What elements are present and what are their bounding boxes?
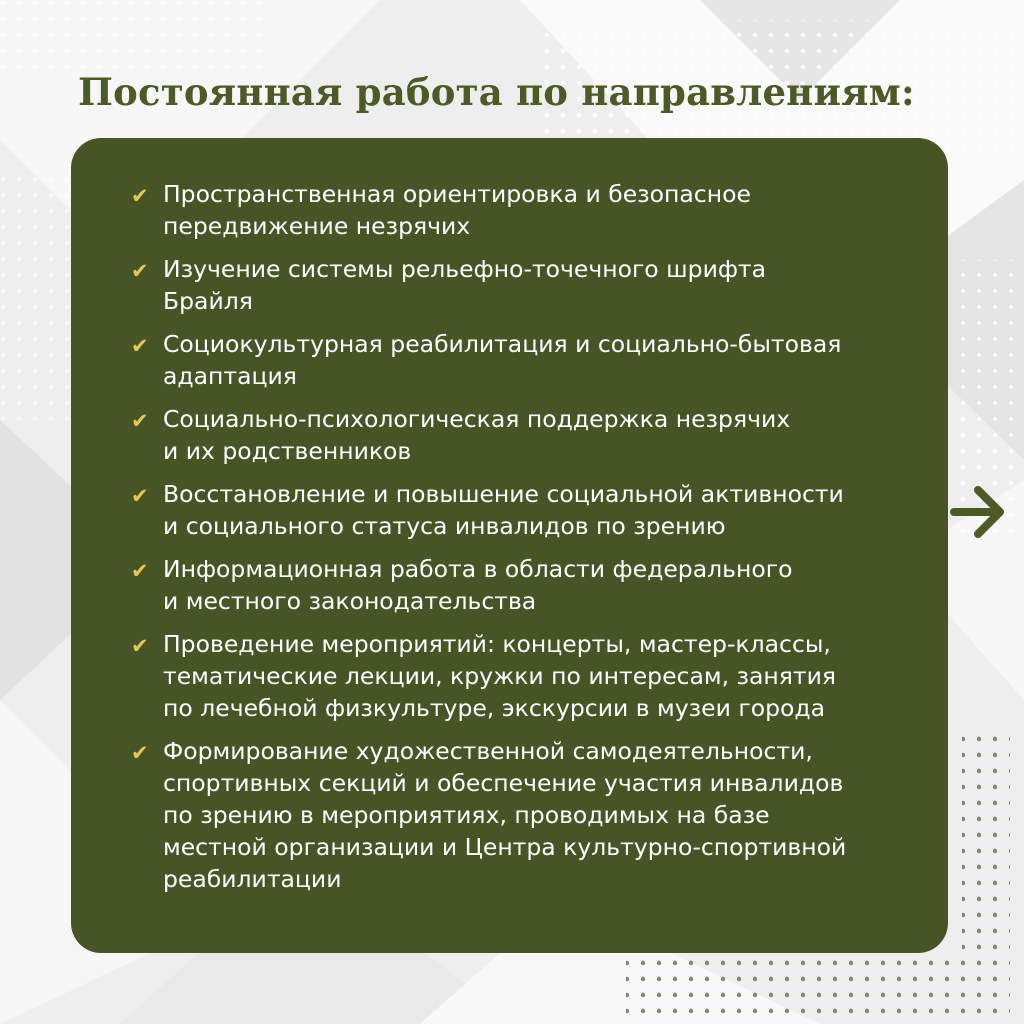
check-icon: ✔	[131, 634, 149, 658]
list-item	[131, 478, 941, 542]
directions-list	[131, 178, 941, 906]
list-item-text: Формирование художественной самодеятельности, спортивных секций и обеспечение участия инвалидов по зрению в мероприятиях, проводимых на базе местной организации и Центра культурно-спортивной реабилитации	[163, 737, 847, 893]
page-title: Постоянная работа по направлениям:	[78, 70, 915, 114]
list-item-text: Информационная работа в области федерального и местного законодательства	[163, 555, 793, 615]
list-item	[131, 328, 941, 392]
check-icon: ✔	[131, 334, 149, 358]
list-item-text: Проведение мероприятий: концерты, мастер-классы, тематические лекции, кружки по интересам, занятия по лечебной физкультуре, экскурсии в музеи города	[163, 630, 837, 722]
directions-card	[71, 138, 948, 953]
list-item	[131, 178, 941, 242]
check-icon: ✔	[131, 409, 149, 433]
list-item	[131, 735, 941, 895]
list-item	[131, 628, 941, 724]
check-icon: ✔	[131, 184, 149, 208]
arrow-right-icon[interactable]	[946, 480, 1010, 544]
list-item	[131, 553, 941, 617]
list-item-text: Изучение системы рельефно-точечного шрифта Брайля	[163, 255, 767, 315]
list-item	[131, 403, 941, 467]
check-icon: ✔	[131, 741, 149, 765]
list-item-text: Социокультурная реабилитация и социально-бытовая адаптация	[163, 330, 842, 390]
list-item-text: Социально-психологическая поддержка незрячих и их родственников	[163, 405, 791, 465]
list-item	[131, 253, 941, 317]
check-icon: ✔	[131, 259, 149, 283]
list-item-text: Пространственная ориентировка и безопасное передвижение незрячих	[163, 180, 751, 240]
check-icon: ✔	[131, 484, 149, 508]
check-icon: ✔	[131, 559, 149, 583]
list-item-text: Восстановление и повышение социальной активности и социального статуса инвалидов по зрению	[163, 480, 844, 540]
